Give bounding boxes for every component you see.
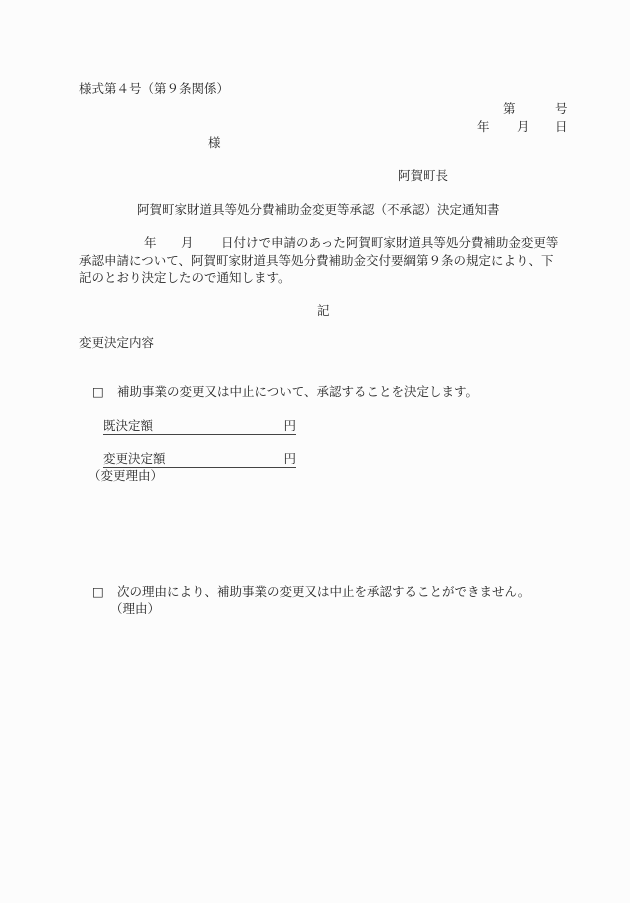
reject-option-text: 次の理由により、補助事業の変更又は中止を承認することができません。	[117, 584, 531, 599]
reject-checkbox[interactable]: □	[92, 584, 104, 599]
section-heading: 変更決定内容	[79, 335, 155, 350]
change-reason-label: （変更理由）	[88, 468, 164, 483]
approve-option-text: 補助事業の変更又は中止について、承認することを決定します。	[117, 384, 479, 399]
reason-label: （理由）	[110, 601, 161, 616]
date-year: 年	[477, 119, 490, 134]
date-day: 日	[555, 119, 568, 134]
document-number-suffix: 号	[555, 101, 568, 116]
body-month: 月	[181, 235, 194, 250]
form-number: 様式第４号（第９条関係）	[79, 81, 230, 96]
changed-decision-amount-field[interactable]	[103, 453, 296, 468]
approve-option[interactable]	[92, 386, 104, 399]
body-line3: 記のとおり決定したので通知します。	[79, 270, 291, 285]
body-line2: 承認申請について、阿賀町家財道具等処分費補助金交付要綱第９条の規定により、下	[79, 253, 554, 268]
body-line1: 日付けで申請のあった阿賀町家財道具等処分費補助金変更等	[221, 235, 559, 250]
previous-decision-amount-field[interactable]	[103, 420, 296, 435]
issuer-name: 阿賀町長	[398, 168, 449, 183]
yen-unit: 円	[283, 418, 296, 433]
approve-checkbox[interactable]: □	[92, 384, 104, 399]
date-month: 月	[517, 119, 530, 134]
document-title: 阿賀町家財道具等処分費補助金変更等承認（不承認）決定通知書	[137, 202, 500, 217]
changed-decision-amount-label: 変更決定額	[103, 451, 166, 466]
body-year: 年	[144, 235, 157, 250]
yen-unit: 円	[283, 451, 296, 466]
addressee-suffix: 様	[208, 135, 221, 150]
previous-decision-amount-label: 既決定額	[103, 418, 154, 433]
document-number-prefix: 第	[503, 101, 516, 116]
reject-option[interactable]	[92, 586, 104, 599]
ki-marker: 記	[317, 303, 330, 318]
